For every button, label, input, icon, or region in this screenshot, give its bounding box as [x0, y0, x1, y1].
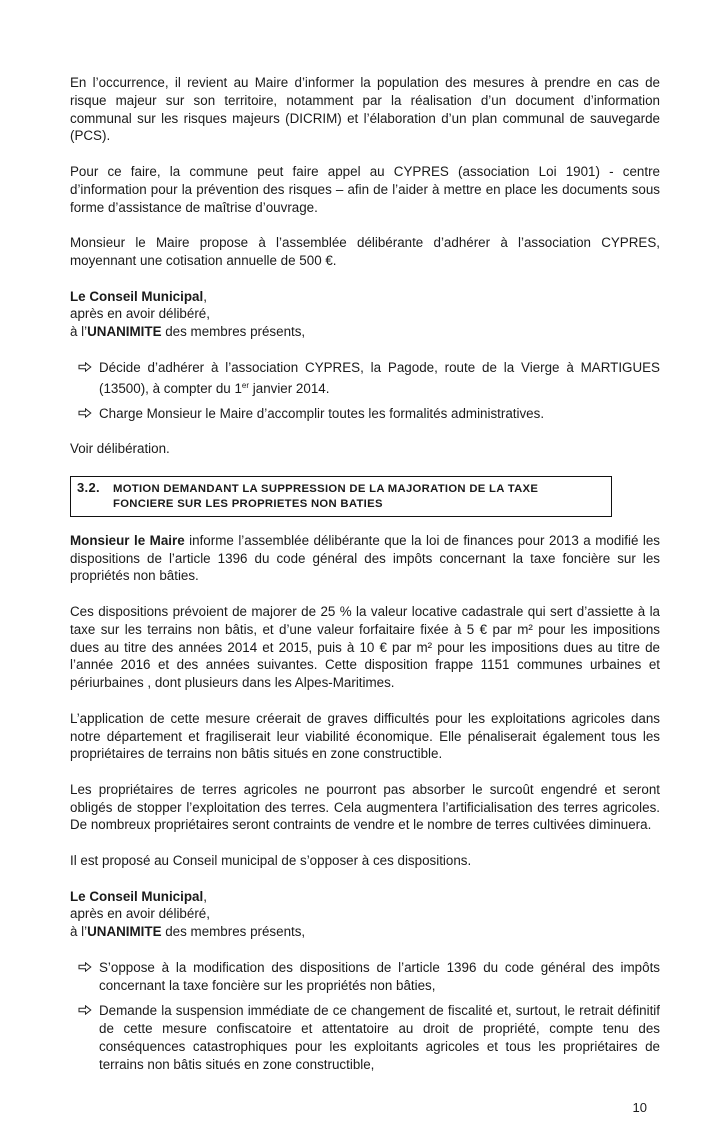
decisions-list-2 — [70, 959, 660, 1074]
page-number: 10 — [632, 1100, 647, 1115]
intro-paragraph-2: Pour ce faire, la commune peut faire appel au CYPRES (association Loi 1901) - centre d’information pour la prévention des risques – afin de l’aider à mettre en place les documents sous forme d’assistance de maîtrise d’ouvrage. — [70, 163, 660, 215]
arrow-right-icon — [78, 408, 92, 418]
council-title: Le Conseil Municipal — [70, 288, 204, 304]
mayor-label: Monsieur le Maire — [70, 532, 185, 548]
section-title-line-1: MOTION DEMANDANT LA SUPPRESSION DE LA MAJORATION DE LA TAXE — [113, 482, 539, 495]
intro-paragraph-1: En l’occurrence, il revient au Maire d’informer la population des mesures à prendre en cas de risque majeur sur son territoire, notamment par la réalisation d’un document d’information communal sur les risques majeurs (DICRIM) et l’élaboration d’un plan communal de sauvegarde (PCS). — [70, 75, 660, 144]
body-paragraph-1: Ces dispositions prévoient de majorer de 25 % la valeur locative cadastrale qui sert d’assiette à la taxe sur les terrains non bâtis, et d’une valeur forfaitaire fixée à 5 € par m² pour les impositions dues au titre des années 2014 et 2015, puis à 10 € par m² pour les impositions dues au titre de l’année 2016 et des années suivantes. Cette disposition frappe 1151 communes urbaines et périurbaines , dont plusieurs dans les Alpes-Maritimes. — [70, 603, 660, 691]
council-title-line: Le Conseil Municipal, — [70, 888, 207, 904]
decision-text: Décide d’adhérer à l’association CYPRES, la Pagode, route de la Vierge à MARTIGUES (13500), à compter du 1er janvier 2014. — [99, 359, 660, 396]
council-deliberated-line: après en avoir délibéré, — [70, 906, 210, 922]
council-unanimity-line: à l’UNANIMITE des membres présents, — [70, 324, 306, 340]
council-deliberated-line: après en avoir délibéré, — [70, 306, 210, 322]
see-deliberation: Voir délibération. — [70, 441, 170, 457]
body-paragraph-4: Il est proposé au Conseil municipal de s’opposer à ces dispositions. — [70, 853, 472, 869]
council-block-2 — [70, 888, 660, 941]
section-number: 3.2. — [77, 479, 100, 495]
council-title: Le Conseil Municipal — [70, 888, 204, 904]
section-title-line-2: FONCIERE SUR LES PROPRIETES NON BATIES — [113, 497, 383, 510]
decision-text: Charge Monsieur le Maire d’accomplir toutes les formalités administratives. — [99, 406, 545, 422]
list-item — [70, 405, 660, 423]
arrow-right-icon — [78, 962, 92, 972]
decisions-list-1 — [70, 359, 660, 423]
section-heading-box — [70, 476, 612, 517]
arrow-right-icon — [78, 1005, 92, 1015]
decision-text: S’oppose à la modification des dispositions de l’article 1396 du code général des impôts concernant la taxe foncière sur les propriétés non bâties, — [99, 959, 660, 993]
mayor-paragraph: Monsieur le Maire informe l’assemblée délibérante que la loi de finances pour 2013 a modifié les dispositions de l’article 1396 du code général des impôts concernant la taxe foncière sur les propriétés non bâties. — [70, 532, 661, 584]
council-title-line: Le Conseil Municipal, — [70, 288, 207, 304]
council-unanimity-line: à l’UNANIMITE des membres présents, — [70, 924, 306, 940]
decision-text: Demande la suspension immédiate de ce changement de fiscalité et, surtout, le retrait définitif de cette mesure confiscatoire et attentatoire au droit de propriété, compte tenu des conséquences catastrophiques pour les exploitants agricoles et tous les propriétaires de terrains non bâtis situés en zone constructible, — [99, 1003, 660, 1072]
list-item — [70, 1002, 660, 1073]
unanimity-label: UNANIMITE — [87, 924, 162, 940]
body-paragraph-3: Les propriétaires de terres agricoles ne pourront pas absorber le surcoût engendré et seront obligés de stopper l’exploitation des terres. Cela augmentera l’artificialisation des terres agricoles. De nombreux propriétaires seront contraints de vendre et le nombre de terres cultivées diminuera. — [70, 781, 660, 833]
document-page — [70, 74, 660, 1091]
list-item — [70, 359, 660, 398]
council-block-1 — [70, 288, 660, 341]
unanimity-label: UNANIMITE — [87, 324, 162, 340]
intro-paragraph-3: Monsieur le Maire propose à l’assemblée délibérante d’adhérer à l’association CYPRES, moyennant une cotisation annuelle de 500 €. — [70, 235, 660, 268]
list-item — [70, 959, 660, 995]
body-paragraph-2: L’application de cette mesure créerait de graves difficultés pour les exploitations agricoles dans notre département et fragiliserait leur viabilité économique. Elle pénaliserait également tous les propriétaires de terrains non bâtis situés en zone constructible. — [70, 710, 660, 762]
arrow-right-icon — [78, 362, 92, 372]
